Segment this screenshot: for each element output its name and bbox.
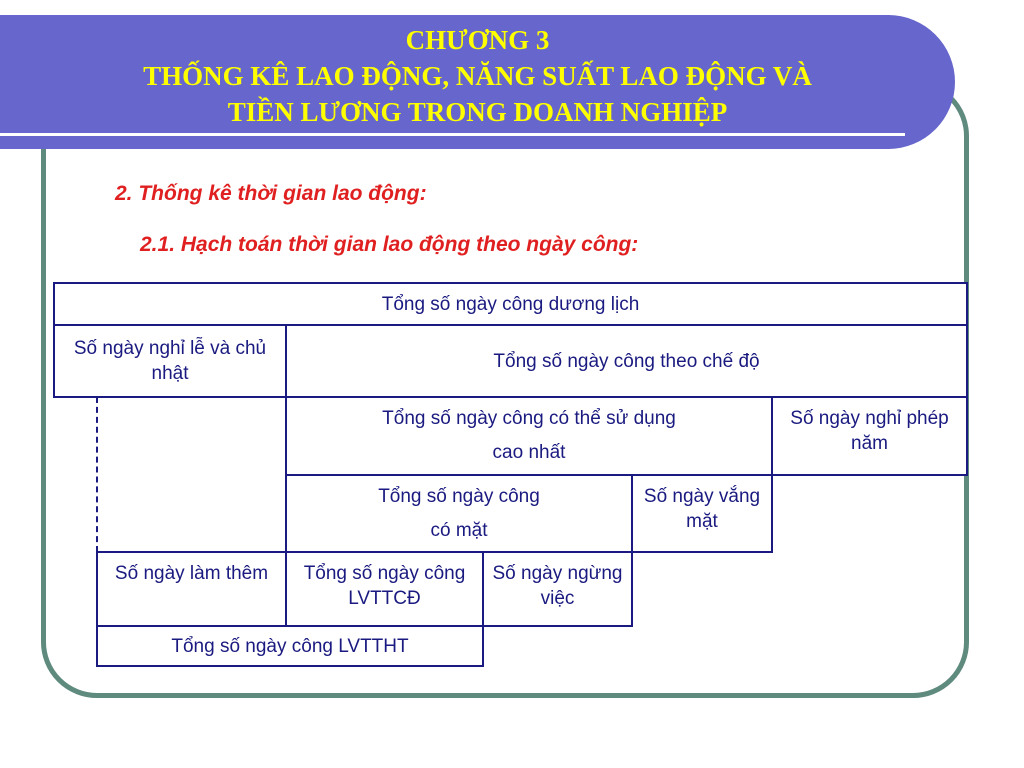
cell-text-line-1: Tổng số ngày công — [378, 486, 540, 507]
cell-text-line-1: Tổng số ngày công có thể sử dụng — [382, 408, 676, 429]
cell-stoppage-days — [482, 551, 633, 627]
title-line-3: TIỀN LƯƠNG TRONG DOANH NGHIỆP — [227, 97, 728, 127]
cell-max-usable — [285, 396, 773, 476]
title-line-2: THỐNG KÊ LAO ĐỘNG, NĂNG SUẤT LAO ĐỘNG VÀ — [143, 61, 812, 91]
cell-regime-work-days — [285, 551, 484, 627]
cell-text: Tổng số ngày công dương lịch — [381, 293, 640, 315]
section-heading: 2. Thống kê thời gian lao động: — [115, 182, 427, 205]
cell-text: Số ngày nghỉ lễ và chủ nhật — [73, 338, 267, 384]
subsection-heading: 2.1. Hạch toán thời gian lao động theo ngày công: — [140, 233, 639, 256]
cell-text: Số ngày ngừng việc — [492, 563, 623, 609]
cell-holidays-sundays — [53, 324, 287, 398]
dashed-guide-line — [96, 397, 98, 552]
cell-text: Tổng số ngày công LVTTCĐ — [303, 563, 466, 609]
cell-text: Tổng số ngày công theo chế độ — [493, 350, 760, 372]
cell-text: Số ngày nghỉ phép năm — [790, 408, 949, 454]
cell-text-line-2: cao nhất — [492, 442, 566, 463]
cell-annual-leave — [771, 396, 968, 476]
cell-text: Tổng số ngày công LVTTHT — [171, 635, 409, 657]
cell-actual-work-days — [96, 625, 484, 667]
cell-present-days — [285, 474, 633, 553]
cell-text: Số ngày làm thêm — [114, 563, 269, 584]
cell-text: Số ngày vắng mặt — [643, 486, 761, 532]
title-underline — [0, 133, 905, 136]
slide-title — [0, 22, 955, 130]
cell-total-calendar-days — [53, 282, 968, 326]
cell-regime-total — [285, 324, 968, 398]
cell-overtime-days — [96, 551, 287, 627]
title-line-1: CHƯƠNG 3 — [405, 25, 550, 55]
cell-absent-days — [631, 474, 773, 553]
cell-text-line-2: có mặt — [430, 520, 488, 541]
